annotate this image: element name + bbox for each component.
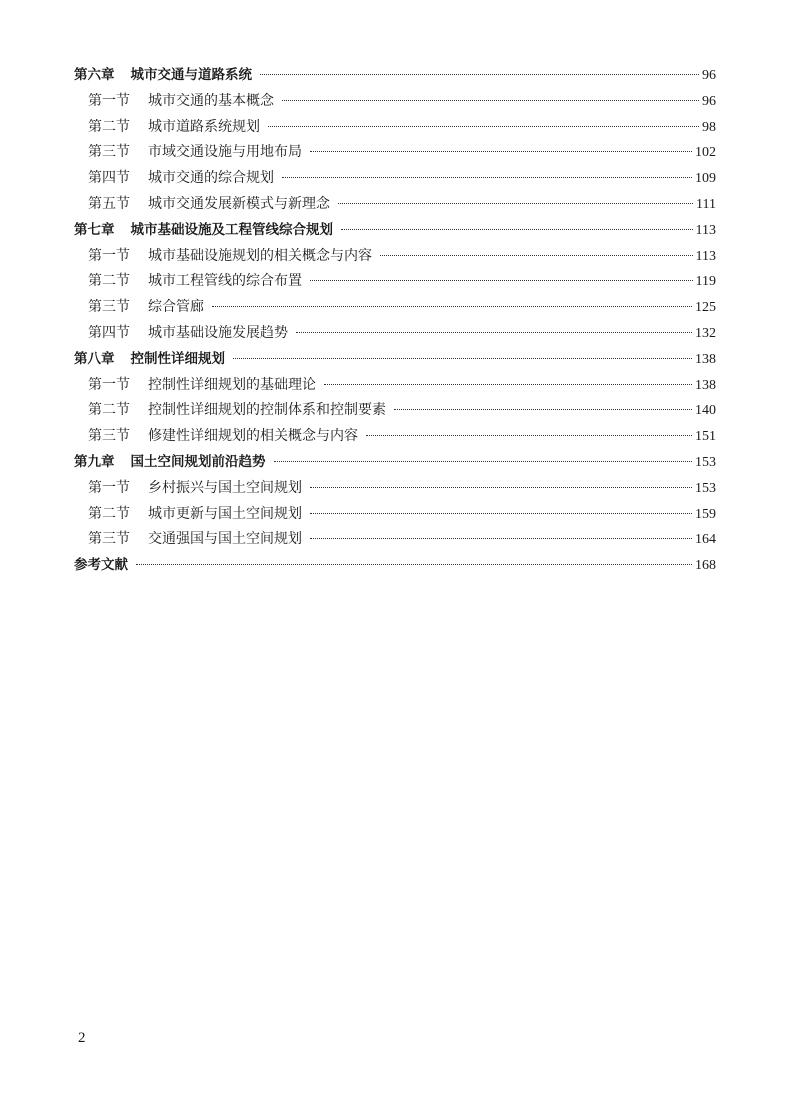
- toc-section-entry[interactable]: [74, 502, 716, 528]
- page-number: 2: [78, 1030, 86, 1046]
- section-title: 乡村振兴与国土空间规划: [148, 479, 302, 496]
- dot-leader: [282, 177, 692, 178]
- section-title: 控制性详细规划的基础理论: [148, 376, 316, 393]
- toc-page-number: 151: [695, 429, 716, 445]
- toc-page-number: 132: [695, 325, 716, 341]
- toc-page-number: 159: [695, 506, 716, 522]
- toc-page-number: 153: [695, 480, 716, 496]
- dot-leader: [366, 435, 692, 436]
- toc-section-entry[interactable]: [74, 373, 716, 399]
- dot-leader: [338, 203, 693, 204]
- toc-section-entry[interactable]: [74, 476, 716, 502]
- chapter-number: 第六章: [74, 67, 115, 83]
- section-title: 城市交通的综合规划: [148, 170, 274, 187]
- toc-page-number: 138: [695, 377, 716, 393]
- section-number: 第二节: [88, 402, 130, 419]
- section-number: 第四节: [88, 324, 130, 341]
- section-title: 交通强国与国土空间规划: [148, 531, 302, 548]
- toc-section-entry[interactable]: [74, 89, 716, 115]
- section-number: 第五节: [88, 195, 130, 212]
- toc-section-entry[interactable]: [74, 527, 716, 553]
- dot-leader: [282, 100, 699, 101]
- dot-leader: [310, 280, 693, 281]
- toc-page-number: 98: [702, 119, 716, 135]
- table-of-contents: [74, 63, 716, 579]
- section-title: 城市工程管线的综合布置: [148, 273, 302, 290]
- section-number: 第一节: [88, 92, 130, 109]
- toc-page-number: 140: [695, 403, 716, 419]
- dot-leader: [324, 384, 692, 385]
- chapter-number: 第八章: [74, 350, 115, 367]
- section-title: 城市基础设施规划的相关概念与内容: [148, 247, 372, 264]
- dot-leader: [233, 358, 692, 359]
- section-number: 第三节: [88, 144, 130, 161]
- toc-page-number: 96: [702, 68, 716, 83]
- section-number: 第二节: [88, 118, 130, 135]
- dot-leader: [268, 126, 699, 127]
- toc-page-number: 138: [695, 351, 716, 367]
- section-title: 城市道路系统规划: [148, 118, 260, 135]
- chapter-title: 城市交通与道路系统: [130, 67, 252, 83]
- dot-leader: [274, 461, 693, 462]
- toc-page-number: 119: [695, 274, 716, 290]
- toc-section-entry[interactable]: [74, 140, 716, 166]
- chapter-title: 国土空间规划前沿趋势: [130, 453, 266, 470]
- toc-page-number: 109: [695, 171, 716, 187]
- chapter-title: 控制性详细规划: [130, 350, 225, 367]
- toc-page-number: 113: [695, 222, 716, 238]
- toc-section-entry[interactable]: [74, 269, 716, 295]
- section-number: 第三节: [88, 531, 130, 548]
- section-title: 城市基础设施发展趋势: [148, 324, 288, 341]
- section-title: 市域交通设施与用地布局: [148, 144, 302, 161]
- toc-page-number: 96: [702, 93, 716, 109]
- section-number: 第一节: [88, 479, 130, 496]
- dot-leader: [310, 151, 692, 152]
- section-number: 第一节: [88, 376, 130, 393]
- dot-leader: [310, 487, 692, 488]
- chapter-title: 城市基础设施及工程管线综合规划: [130, 221, 333, 238]
- dot-leader: [341, 229, 693, 230]
- toc-section-entry[interactable]: [74, 115, 716, 141]
- dot-leader: [310, 538, 692, 539]
- toc-chapter-entry[interactable]: [74, 347, 716, 373]
- toc-page-number: 153: [695, 454, 716, 470]
- toc-references-entry[interactable]: [74, 553, 716, 579]
- toc-section-entry[interactable]: [74, 321, 716, 347]
- section-number: 第二节: [88, 505, 130, 522]
- toc-chapter-entry[interactable]: [74, 450, 716, 476]
- toc-chapter-entry[interactable]: [74, 218, 716, 244]
- toc-section-entry[interactable]: [74, 166, 716, 192]
- section-title: 城市更新与国土空间规划: [148, 505, 302, 522]
- section-title: 控制性详细规划的控制体系和控制要素: [148, 402, 386, 419]
- dot-leader: [260, 74, 699, 75]
- toc-page-number: 102: [695, 145, 716, 161]
- section-number: 第四节: [88, 170, 130, 187]
- chapter-number: 第九章: [74, 453, 115, 470]
- section-number: 第二节: [88, 273, 130, 290]
- section-title: 城市交通发展新模式与新理念: [148, 195, 330, 212]
- dot-leader: [394, 409, 692, 410]
- toc-page-number: 113: [695, 248, 716, 264]
- dot-leader: [380, 255, 693, 256]
- chapter-number: 第七章: [74, 221, 115, 238]
- toc-section-entry[interactable]: [74, 192, 716, 218]
- toc-section-entry[interactable]: [74, 295, 716, 321]
- toc-page-number: 111: [696, 196, 716, 212]
- dot-leader: [136, 564, 692, 565]
- toc-section-entry[interactable]: [74, 424, 716, 450]
- toc-section-entry[interactable]: [74, 244, 716, 270]
- toc-chapter-entry[interactable]: [74, 63, 716, 89]
- toc-section-entry[interactable]: [74, 398, 716, 424]
- section-title: 综合管廊: [148, 299, 204, 316]
- toc-page-number: 168: [695, 558, 716, 574]
- section-number: 第三节: [88, 299, 130, 316]
- section-number: 第三节: [88, 428, 130, 445]
- dot-leader: [212, 306, 692, 307]
- dot-leader: [310, 513, 692, 514]
- toc-page-number: 164: [695, 532, 716, 548]
- section-title: 城市交通的基本概念: [148, 92, 274, 109]
- toc-page-number: 125: [695, 300, 716, 316]
- chapter-title: 参考文献: [74, 557, 128, 574]
- dot-leader: [296, 332, 692, 333]
- section-title: 修建性详细规划的相关概念与内容: [148, 428, 358, 445]
- section-number: 第一节: [88, 247, 130, 264]
